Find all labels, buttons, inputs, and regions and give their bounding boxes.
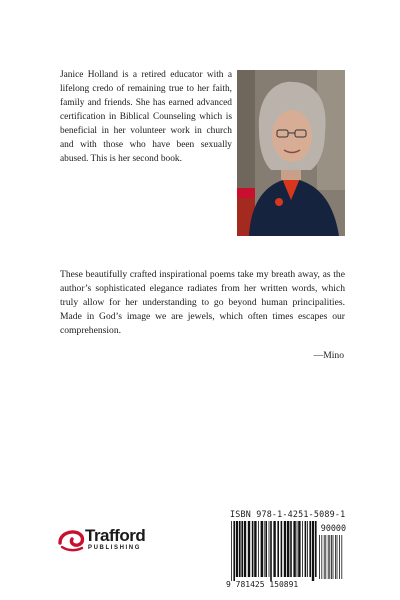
isbn-label: ISBN 978-1-4251-5089-1 bbox=[230, 509, 346, 519]
barcode-bar bbox=[236, 521, 238, 577]
price-code: 90000 bbox=[320, 523, 346, 533]
endorsement-attribution: —Mino bbox=[313, 350, 344, 361]
barcode-bar bbox=[324, 535, 325, 579]
barcode-bar bbox=[258, 521, 259, 577]
publisher-subtitle: PUBLISHING bbox=[88, 545, 142, 551]
barcode-bar bbox=[331, 535, 332, 579]
barcode-bar bbox=[297, 521, 298, 577]
barcode-bar bbox=[333, 535, 334, 579]
barcode-bar bbox=[293, 521, 295, 577]
barcode-bar bbox=[335, 535, 336, 579]
barcode-bar bbox=[307, 521, 308, 577]
barcode-bar bbox=[254, 521, 256, 577]
author-photo bbox=[237, 70, 345, 236]
barcode-bar bbox=[298, 521, 300, 577]
author-portrait-icon bbox=[237, 70, 345, 236]
barcode-bar bbox=[270, 521, 272, 581]
publisher-name: Trafford bbox=[85, 526, 146, 545]
trafford-swirl-icon bbox=[58, 529, 86, 553]
barcode-bar bbox=[269, 521, 270, 577]
barcode-bar bbox=[337, 535, 338, 579]
isbn-barcode bbox=[226, 509, 346, 591]
barcode-bar bbox=[315, 521, 317, 577]
barcode-bar bbox=[277, 521, 279, 577]
ean-barcode-icon bbox=[230, 521, 318, 581]
barcode-bar bbox=[264, 521, 265, 577]
author-bio: Janice Holland is a retired educator with a lifelong credo of remaining true to her faith, family and friends. She has earned advanced certification in Biblical Counseling which is beneficial in her volunteer work in church and with those who have been sexually abused. This is her second book. bbox=[60, 70, 232, 164]
barcode-bar bbox=[312, 521, 314, 581]
barcode-bar bbox=[241, 521, 243, 577]
endorsement-quote: These beautifully crafted inspirational poems take my breath away, as the author’s sophisticated elegance radiates from her written words, which truly allow for her understanding to go beyond human principalities. Made in God’s image we are jewels, which often times escapes our comprehension. bbox=[60, 269, 345, 336]
barcode-bar bbox=[273, 521, 275, 577]
barcode-bar bbox=[302, 521, 303, 577]
barcode-bar bbox=[305, 521, 307, 577]
barcode-bar bbox=[287, 521, 289, 577]
barcode-bar bbox=[290, 521, 292, 577]
barcode-bar bbox=[239, 521, 241, 577]
barcode-bar bbox=[341, 535, 342, 579]
barcode-bar bbox=[265, 521, 267, 577]
ean-digits: 9 781425 150891 bbox=[226, 580, 299, 589]
barcode-bar bbox=[281, 521, 283, 577]
barcode-bar bbox=[284, 521, 286, 577]
barcode-bar bbox=[328, 535, 329, 579]
barcode-bar bbox=[261, 521, 263, 577]
publisher-logo bbox=[58, 527, 168, 555]
barcode-bar bbox=[321, 535, 322, 579]
barcode-bar bbox=[248, 521, 250, 577]
barcode-bar bbox=[319, 535, 320, 579]
barcode-bar bbox=[339, 535, 340, 579]
barcode-bar bbox=[231, 521, 232, 581]
barcode-bar bbox=[329, 535, 330, 579]
barcode-bar bbox=[244, 521, 246, 577]
barcode-bar bbox=[309, 521, 311, 577]
barcode-bar bbox=[252, 521, 254, 577]
barcode-bar bbox=[325, 535, 326, 579]
barcode-bar bbox=[233, 521, 235, 581]
addon-barcode-icon bbox=[318, 535, 345, 579]
